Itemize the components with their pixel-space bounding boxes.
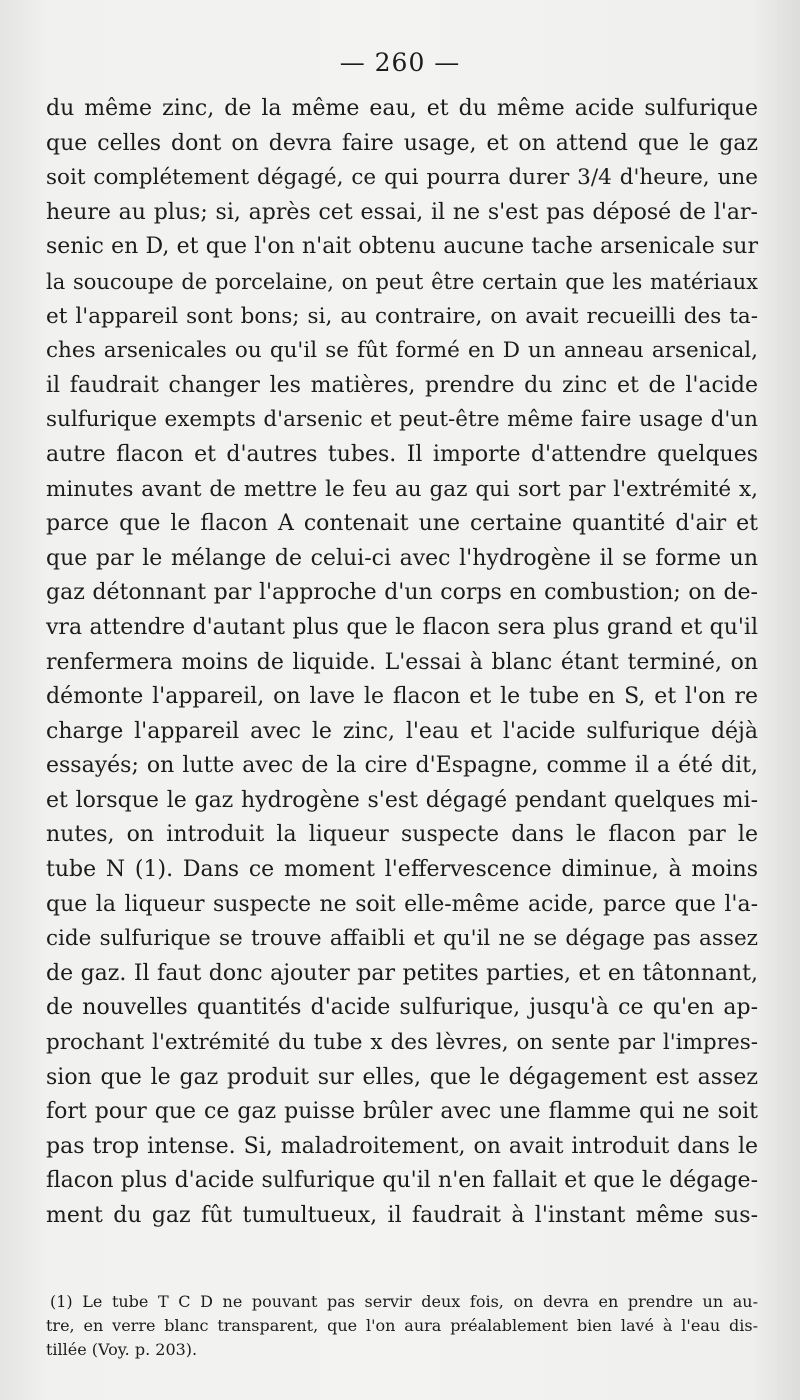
text-line: et l'appareil sont bons; si, au contraire, on avait recueilli des ta- (46, 303, 758, 329)
page-number: — 260 — (339, 48, 461, 77)
text-line: prochant l'extrémité du tube x des lèvres, on sente par l'impres- (46, 1030, 758, 1056)
text-line: cide sulfurique se trouve affaibli et qu'il ne se dégage pas assez (46, 926, 758, 952)
text-line: soit complétement dégagé, ce qui pourra durer 3/4 d'heure, une (46, 165, 758, 191)
text-line: ment du gaz fût tumultueux, il faudrait à l'instant même sus- (46, 1203, 758, 1228)
footnote (46, 1290, 758, 1362)
text-line: de gaz. Il faut donc ajouter par petites parties, et en tâtonnant, (46, 960, 758, 986)
text-line: que par le mélange de celui-ci avec l'hydrogène il se forme un (46, 545, 758, 571)
text-line: fort pour que ce gaz puisse brûler avec une flamme qui ne soit (46, 1099, 758, 1125)
text-line: que celles dont on devra faire usage, et on attend que le gaz (46, 130, 758, 156)
text-line: tube N (1). Dans ce moment l'effervescence diminue, à moins (46, 857, 758, 883)
text-line: ches arsenicales ou qu'il se fût formé en D un anneau arsenical, (46, 338, 758, 364)
text-line: minutes avant de mettre le feu au gaz qui sort par l'extrémité x, (46, 476, 758, 502)
text-line: vra attendre d'autant plus que le flacon sera plus grand et qu'il (46, 614, 758, 640)
text-line: charge l'appareil avec le zinc, l'eau et l'acide sulfurique déjà (46, 718, 758, 744)
text-line: sulfurique exempts d'arsenic et peut-être même faire usage d'un (46, 407, 758, 433)
text-line: flacon plus d'acide sulfurique qu'il n'en fallait et que le dégage- (46, 1168, 758, 1194)
text-line: démonte l'appareil, on lave le flacon et le tube en S, et l'on re (46, 684, 758, 710)
text-line: essayés; on lutte avec de la cire d'Espagne, comme il a été dit, (46, 753, 758, 779)
footnote-line: tillée (Voy. p. 203). (46, 1340, 198, 1359)
text-line: sion que le gaz produit sur elles, que le dégagement est assez (46, 1064, 758, 1090)
text-line: du même zinc, de la même eau, et du même acide sulfurique (46, 96, 758, 121)
text-line: autre flacon et d'autres tubes. Il importe d'attendre quelques (46, 441, 758, 467)
text-line: heure au plus; si, après cet essai, il ne s'est pas déposé de l'ar- (46, 199, 758, 225)
text-line: nutes, on introduit la liqueur suspecte dans le flacon par le (46, 822, 758, 848)
body-text (46, 92, 758, 1234)
footnote-line: (1) Le tube T C D ne pouvant pas servir deux fois, on devra en prendre un au- (50, 1292, 758, 1311)
text-line: renfermera moins de liquide. L'essai à blanc étant terminé, on (46, 649, 758, 675)
text-line: de nouvelles quantités d'acide sulfurique, jusqu'à ce qu'en ap- (46, 995, 758, 1021)
text-line: gaz détonnant par l'approche d'un corps en combustion; on de- (46, 580, 758, 606)
footnote-line: tre, en verre blanc transparent, que l'on aura préalablement bien lavé à l'eau dis- (46, 1316, 758, 1335)
text-line: senic en D, et que l'on n'ait obtenu aucune tache arsenicale sur (46, 234, 758, 260)
text-line: la soucoupe de porcelaine, on peut être certain que les matériaux (46, 269, 758, 294)
text-line: il faudrait changer les matières, prendre du zinc et de l'acide (46, 372, 758, 398)
text-line: et lorsque le gaz hydrogène s'est dégagé pendant quelques mi- (46, 787, 758, 813)
text-line: que la liqueur suspecte ne soit elle-même acide, parce que l'a- (46, 891, 758, 917)
text-line: pas trop intense. Si, maladroitement, on avait introduit dans le (46, 1133, 758, 1159)
text-line: parce que le flacon A contenait une certaine quantité d'air et (46, 511, 758, 537)
